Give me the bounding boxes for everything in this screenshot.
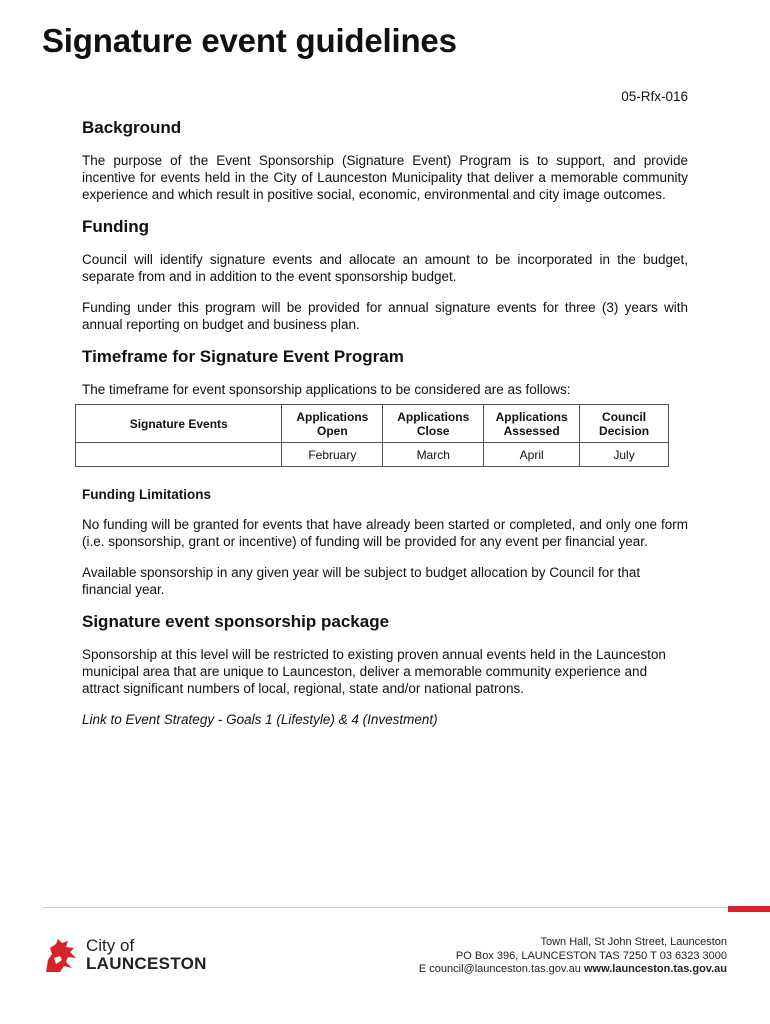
table-cell: July (580, 443, 669, 467)
limitations-section (82, 487, 688, 598)
footer-accent-bar (728, 906, 770, 912)
timeframe-section (82, 347, 688, 467)
table-header-cell: Applications Assessed (484, 405, 580, 443)
funding-heading: Funding (82, 217, 150, 236)
logo-text-city-of: City of (86, 936, 135, 955)
email-link[interactable]: E council@launceston.tas.gov.au (418, 963, 581, 975)
funding-paragraph-2: Funding under this program will be provided for annual signature events for three (3) years with annual reporting on budget and business plan. (82, 300, 688, 332)
package-section (82, 612, 688, 728)
address-line-3 (419, 963, 727, 977)
funding-section (82, 217, 688, 333)
logo-text-launceston: LAUNCESTON (86, 954, 207, 973)
limitations-heading: Funding Limitations (82, 487, 211, 502)
timeframe-intro: The timeframe for event sponsorship applications to be considered are as follows: (82, 382, 571, 397)
timeframe-heading: Timeframe for Signature Event Program (82, 347, 404, 366)
address-line-1: Town Hall, St John Street, Launceston (540, 936, 727, 948)
table-header-cell: Applications Close (383, 405, 484, 443)
table-cell: March (383, 443, 484, 467)
page-title: Signature event guidelines (42, 22, 457, 59)
package-text: Sponsorship at this level will be restricted to existing proven annual events held in the Launceston municipal area that are unique to Launceston, deliver a memorable community experience and attract significant numbers of local, regional, state and/or national patrons. (82, 647, 666, 696)
table-cell: February (282, 443, 383, 467)
timeframe-table (75, 404, 669, 467)
document-reference: 05-Rfx-016 (621, 89, 688, 104)
footer-address (419, 936, 727, 977)
table-cell (76, 443, 282, 467)
limitations-paragraph-1: No funding will be granted for events that have already been started or completed, and only one form (i.e. sponsorship, grant or incentive) of funding will be provided for any event per financial year. (82, 517, 688, 549)
limitations-paragraph-2: Available sponsorship in any given year will be subject to budget allocation by Council for that financial year. (82, 565, 641, 597)
event-strategy-link[interactable]: Link to Event Strategy - Goals 1 (Lifestyle) & 4 (Investment) (82, 712, 438, 727)
address-line-2: PO Box 396, LAUNCESTON TAS 7250 T 03 6323 3000 (455, 949, 727, 962)
document-body (82, 118, 688, 742)
website-link[interactable]: www.launceston.tas.gov.au (583, 963, 727, 975)
lion-emblem-icon (44, 938, 80, 974)
background-section (82, 118, 688, 203)
background-text: The purpose of the Event Sponsorship (Signature Event) Program is to support, and provide incentive for events held in the City of Launceston Municipality that deliver a memorable community experience and which result in positive social, economic, environmental and city image outcomes. (82, 153, 688, 202)
city-logo (44, 936, 244, 976)
table-cell: April (484, 443, 580, 467)
background-heading: Background (82, 118, 182, 137)
table-header-cell: Applications Open (282, 405, 383, 443)
table-header-cell: Council Decision (580, 405, 669, 443)
package-heading: Signature event sponsorship package (82, 612, 390, 631)
table-header-cell: Signature Events (76, 405, 282, 443)
funding-paragraph-1: Council will identify signature events and allocate an amount to be incorporated in the budget, separate from and in addition to the event sponsorship budget. (82, 252, 688, 284)
table-row (76, 443, 669, 467)
footer-divider (42, 907, 728, 908)
table-header-row (76, 405, 669, 443)
